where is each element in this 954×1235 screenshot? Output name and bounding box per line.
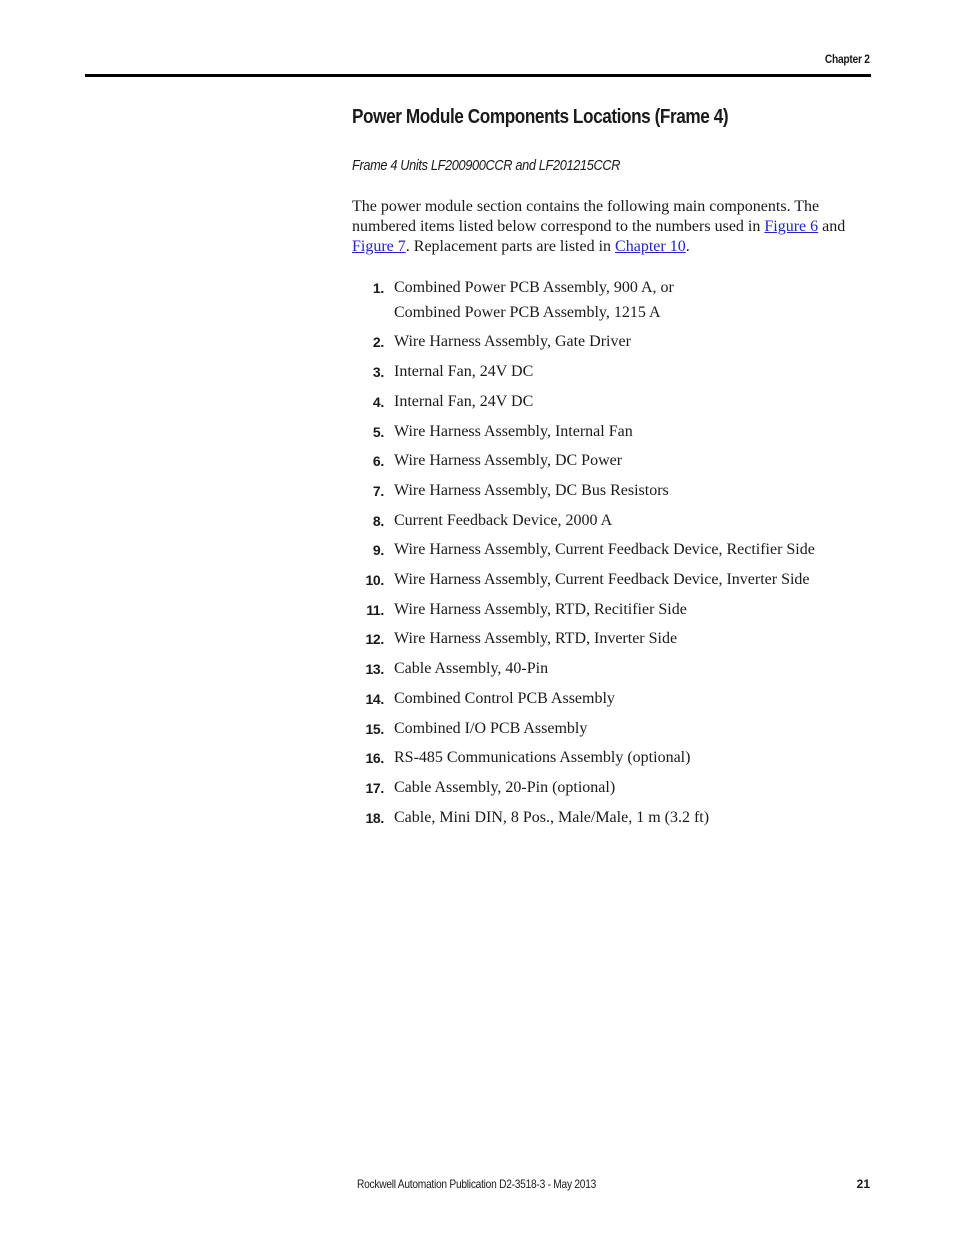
intro-text: . Replacement parts are listed in bbox=[405, 238, 616, 255]
item-number: 15. bbox=[365, 720, 384, 737]
section-subtitle: Frame 4 Units LF200900CCR and LF201215CCR bbox=[352, 157, 621, 174]
list-item bbox=[352, 746, 852, 771]
list-item bbox=[352, 479, 852, 504]
item-text: Cable Assembly, 20-Pin (optional) bbox=[394, 778, 616, 796]
item-number: 17. bbox=[365, 779, 384, 796]
item-number: 5. bbox=[372, 423, 384, 440]
intro-text: . bbox=[685, 238, 690, 255]
item-text: Wire Harness Assembly, Current Feedback Device, Rectifier Side bbox=[394, 541, 815, 559]
item-text: Combined Power PCB Assembly, 900 A, or bbox=[394, 279, 674, 296]
intro-text: and bbox=[818, 218, 846, 235]
item-text: Internal Fan, 24V DC bbox=[394, 392, 534, 410]
running-head-chapter: Chapter 2 bbox=[825, 52, 870, 66]
list-item bbox=[352, 276, 852, 325]
header-rule bbox=[85, 74, 871, 77]
item-text: Combined Power PCB Assembly, 1215 A bbox=[394, 303, 661, 321]
item-text: Cable Assembly, 40-Pin bbox=[394, 660, 549, 678]
item-number: 4. bbox=[372, 393, 384, 410]
list-item bbox=[352, 449, 852, 474]
item-text: Cable, Mini DIN, 8 Pos., Male/Male, 1 m (3.2 ft) bbox=[394, 808, 710, 826]
list-item bbox=[352, 627, 852, 652]
list-item bbox=[352, 776, 852, 801]
item-number: 1. bbox=[372, 280, 384, 296]
item-number: 3. bbox=[372, 364, 384, 381]
list-item bbox=[352, 806, 852, 831]
item-number: 2. bbox=[372, 334, 384, 351]
item-number: 6. bbox=[372, 453, 384, 470]
item-number: 14. bbox=[365, 690, 384, 707]
list-item bbox=[352, 687, 852, 712]
main-content bbox=[352, 106, 852, 835]
list-item bbox=[352, 598, 852, 623]
item-number: 16. bbox=[365, 750, 384, 767]
figure-6-link[interactable]: Figure 6 bbox=[764, 218, 819, 235]
item-text: Wire Harness Assembly, Internal Fan bbox=[394, 422, 633, 440]
item-number: 13. bbox=[365, 661, 384, 678]
item-text: Wire Harness Assembly, RTD, Recitifier Side bbox=[394, 600, 687, 618]
chapter-10-link[interactable]: Chapter 10 bbox=[615, 238, 686, 255]
list-item bbox=[352, 330, 852, 355]
item-number: 8. bbox=[372, 512, 384, 529]
item-number: 10. bbox=[365, 572, 384, 589]
list-item bbox=[352, 390, 852, 415]
item-number: 11. bbox=[366, 601, 384, 618]
list-item bbox=[352, 538, 852, 563]
list-item bbox=[352, 568, 852, 593]
item-text: Wire Harness Assembly, Current Feedback Device, Inverter Side bbox=[394, 571, 810, 589]
item-text: Wire Harness Assembly, DC Power bbox=[394, 452, 623, 470]
item-number: 12. bbox=[365, 631, 384, 648]
list-item bbox=[352, 717, 852, 742]
item-text: Current Feedback Device, 2000 A bbox=[394, 511, 613, 529]
item-text: Combined Control PCB Assembly bbox=[394, 689, 615, 707]
item-number: 9. bbox=[372, 542, 384, 559]
item-text: RS-485 Communications Assembly (optional) bbox=[394, 749, 691, 767]
list-item bbox=[352, 420, 852, 445]
components-list bbox=[352, 276, 852, 830]
footer-publication: Rockwell Automation Publication D2-3518-3 - May 2013 bbox=[357, 1177, 597, 1191]
item-number: 7. bbox=[372, 482, 384, 499]
item-number: 18. bbox=[365, 809, 384, 826]
item-text: Internal Fan, 24V DC bbox=[394, 363, 534, 381]
list-item bbox=[352, 509, 852, 534]
figure-7-link[interactable]: Figure 7 bbox=[352, 238, 406, 255]
list-item bbox=[352, 657, 852, 682]
item-text: Wire Harness Assembly, RTD, Inverter Side bbox=[394, 630, 678, 648]
item-text: Combined I/O PCB Assembly bbox=[394, 719, 588, 737]
footer-page-number: 21 bbox=[856, 1177, 870, 1191]
item-text: Wire Harness Assembly, Gate Driver bbox=[394, 333, 631, 351]
section-title: Power Module Components Locations (Frame 4) bbox=[352, 106, 729, 128]
intro-paragraph bbox=[352, 197, 852, 257]
item-text: Wire Harness Assembly, DC Bus Resistors bbox=[394, 481, 669, 499]
list-item bbox=[352, 360, 852, 385]
intro-text: The power module section contains the following main components. The numbered items listed below correspond to the numbers used in bbox=[352, 198, 820, 235]
